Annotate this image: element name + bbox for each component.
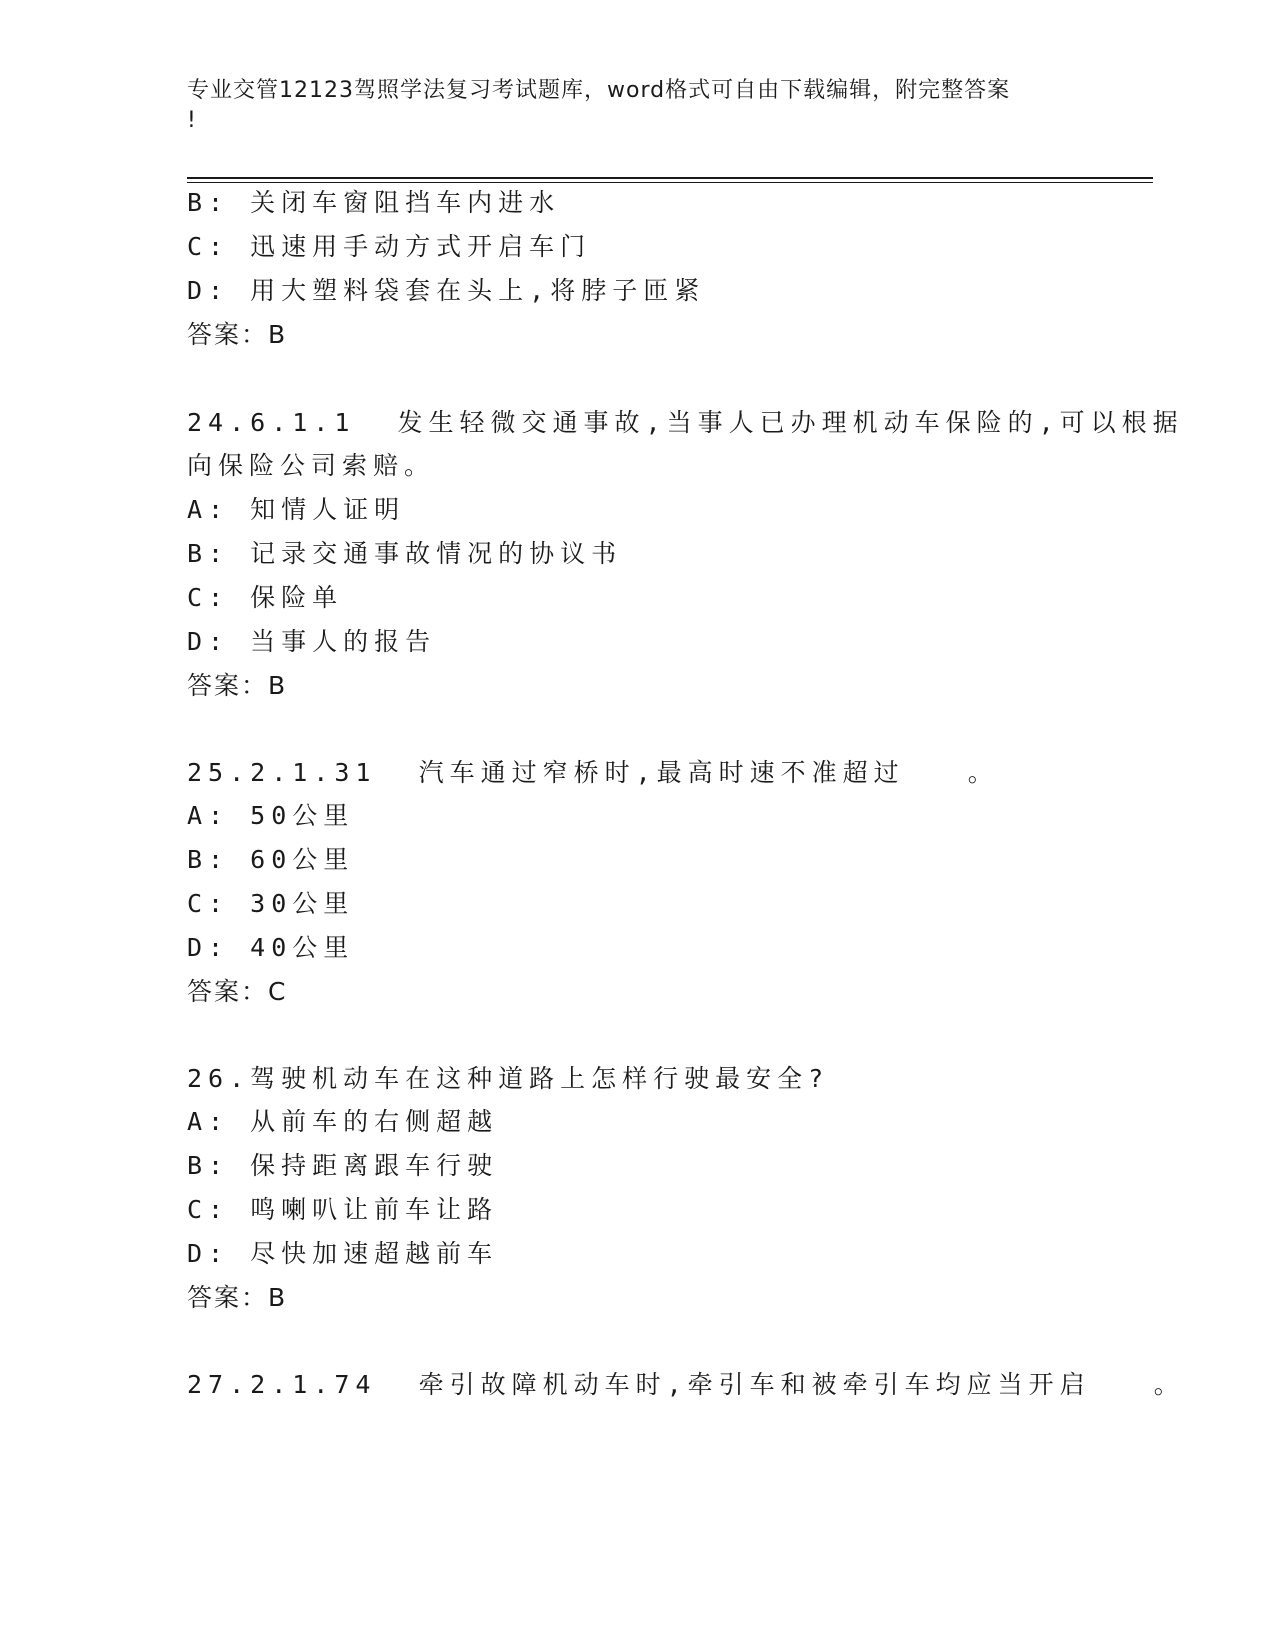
q26-option-c: C: 鸣喇叭让前车让路 xyxy=(187,1195,499,1224)
q25-answer: 答案：C xyxy=(187,977,288,1006)
q24-option-a: A: 知情人证明 xyxy=(187,495,406,524)
q25-option-c: C: 30公里 xyxy=(187,889,355,918)
q26-answer: 答案：B xyxy=(187,1283,288,1312)
q23-option-b: B: 关闭车窗阻挡车内进水 xyxy=(187,188,561,217)
q23-answer: 答案：B xyxy=(187,320,288,349)
q24-option-b: B: 记录交通事故情况的协议书 xyxy=(187,539,623,568)
q24-stem-line1: 24.6.1.1 发生轻微交通事故,当事人已办理机动车保险的,可以根据 xyxy=(187,408,1184,437)
q25-option-d: D: 40公里 xyxy=(187,933,355,962)
q25-option-b: B: 60公里 xyxy=(187,845,355,874)
q24-stem-line2: 向保险公司索赔。 xyxy=(187,451,436,480)
q23-option-c: C: 迅速用手动方式开启车门 xyxy=(187,232,592,261)
q26-option-d: D: 尽快加速超越前车 xyxy=(187,1239,499,1268)
header-title-continuation: ! xyxy=(187,108,197,133)
header-divider-thick xyxy=(187,177,1153,179)
header-title: 专业交管12123驾照学法复习考试题库，word格式可自由下载编辑，附完整答案 xyxy=(187,78,1011,103)
page-header xyxy=(187,76,1067,136)
q26-option-b: B: 保持距离跟车行驶 xyxy=(187,1151,499,1180)
q26-stem: 26.驾驶机动车在这种道路上怎样行驶最安全? xyxy=(187,1064,830,1093)
header-divider-thin xyxy=(187,182,1153,183)
q27-stem: 27.2.1.74 牵引故障机动车时,牵引车和被牵引车均应当开启 。 xyxy=(187,1370,1185,1399)
q26-option-a: A: 从前车的右侧超越 xyxy=(187,1107,499,1136)
q23-option-d: D: 用大塑料袋套在头上,将脖子匝紧 xyxy=(187,276,706,305)
q24-answer: 答案：B xyxy=(187,671,288,700)
q24-option-c: C: 保险单 xyxy=(187,583,344,612)
q24-option-d: D: 当事人的报告 xyxy=(187,627,437,656)
q25-stem: 25.2.1.31 汽车通过窄桥时,最高时速不准超过 。 xyxy=(187,758,999,787)
q25-option-a: A: 50公里 xyxy=(187,801,355,830)
